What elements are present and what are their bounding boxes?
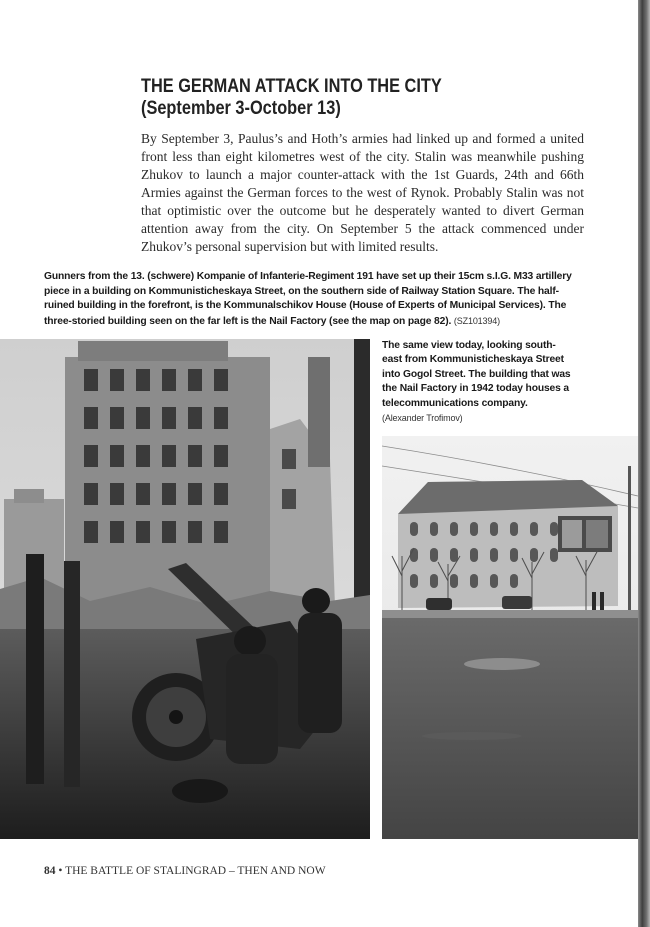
- archive-photo-illustration: [0, 339, 370, 839]
- intro-paragraph: By September 3, Paulus’s and Hoth’s armies had linked up and formed a united front less than eight kilometres west of the city. Stalin was meanwhile pushing Zhukov to launch a major counter-attack with the 1st Guards, 24th and 66th Armies against the German forces to the west of Rynok. Probably Stalin was not that optimistic over the outcome but he desperately wanted to divert German attention away from the city. On September 5 the attack commenced under Zhukov’s personal supervision but with limited results.: [141, 131, 584, 254]
- modern-photo-illustration: [382, 436, 638, 839]
- adjacent-page-edge: [638, 0, 650, 927]
- side-caption-credit: (Alexander Trofimov): [382, 413, 463, 424]
- side-caption-text: The same view today, looking south-east from Kommunisticheskaya Street into Gogol Street. The building that was the Nail Factory in 1942 today houses a telecommunications company.: [382, 340, 571, 409]
- main-caption-text: Gunners from the 13. (schwere) Kompanie of Infanterie-Regiment 191 have set up their 15cm s.I.G. M33 artillery piece in a building on Kommunisticheskaya Street, on the southern side of Railway Station Square. The half-ruined building in the forefront, is the Kommunalschikov House (House of Experts of Municipal Services). The three-storied building seen on the far left is the Nail Factory (see the map on page 82).: [44, 271, 572, 327]
- footer-separator: •: [55, 865, 66, 877]
- main-photo-caption: [44, 270, 584, 329]
- section-heading: [141, 76, 524, 120]
- heading-line-2: (September 3-October 13): [141, 98, 341, 119]
- running-title: THE BATTLE OF STALINGRAD – THEN AND NOW: [65, 865, 326, 877]
- heading-line-1: THE GERMAN ATTACK INTO THE CITY: [141, 76, 442, 97]
- main-caption-credit: (SZ101394): [453, 315, 500, 326]
- modern-photo-street: [382, 436, 638, 839]
- modern-photo-caption: [382, 339, 572, 426]
- page-number: 84: [44, 865, 56, 877]
- archive-photo-artillery: [0, 339, 370, 839]
- page-footer: [44, 865, 326, 877]
